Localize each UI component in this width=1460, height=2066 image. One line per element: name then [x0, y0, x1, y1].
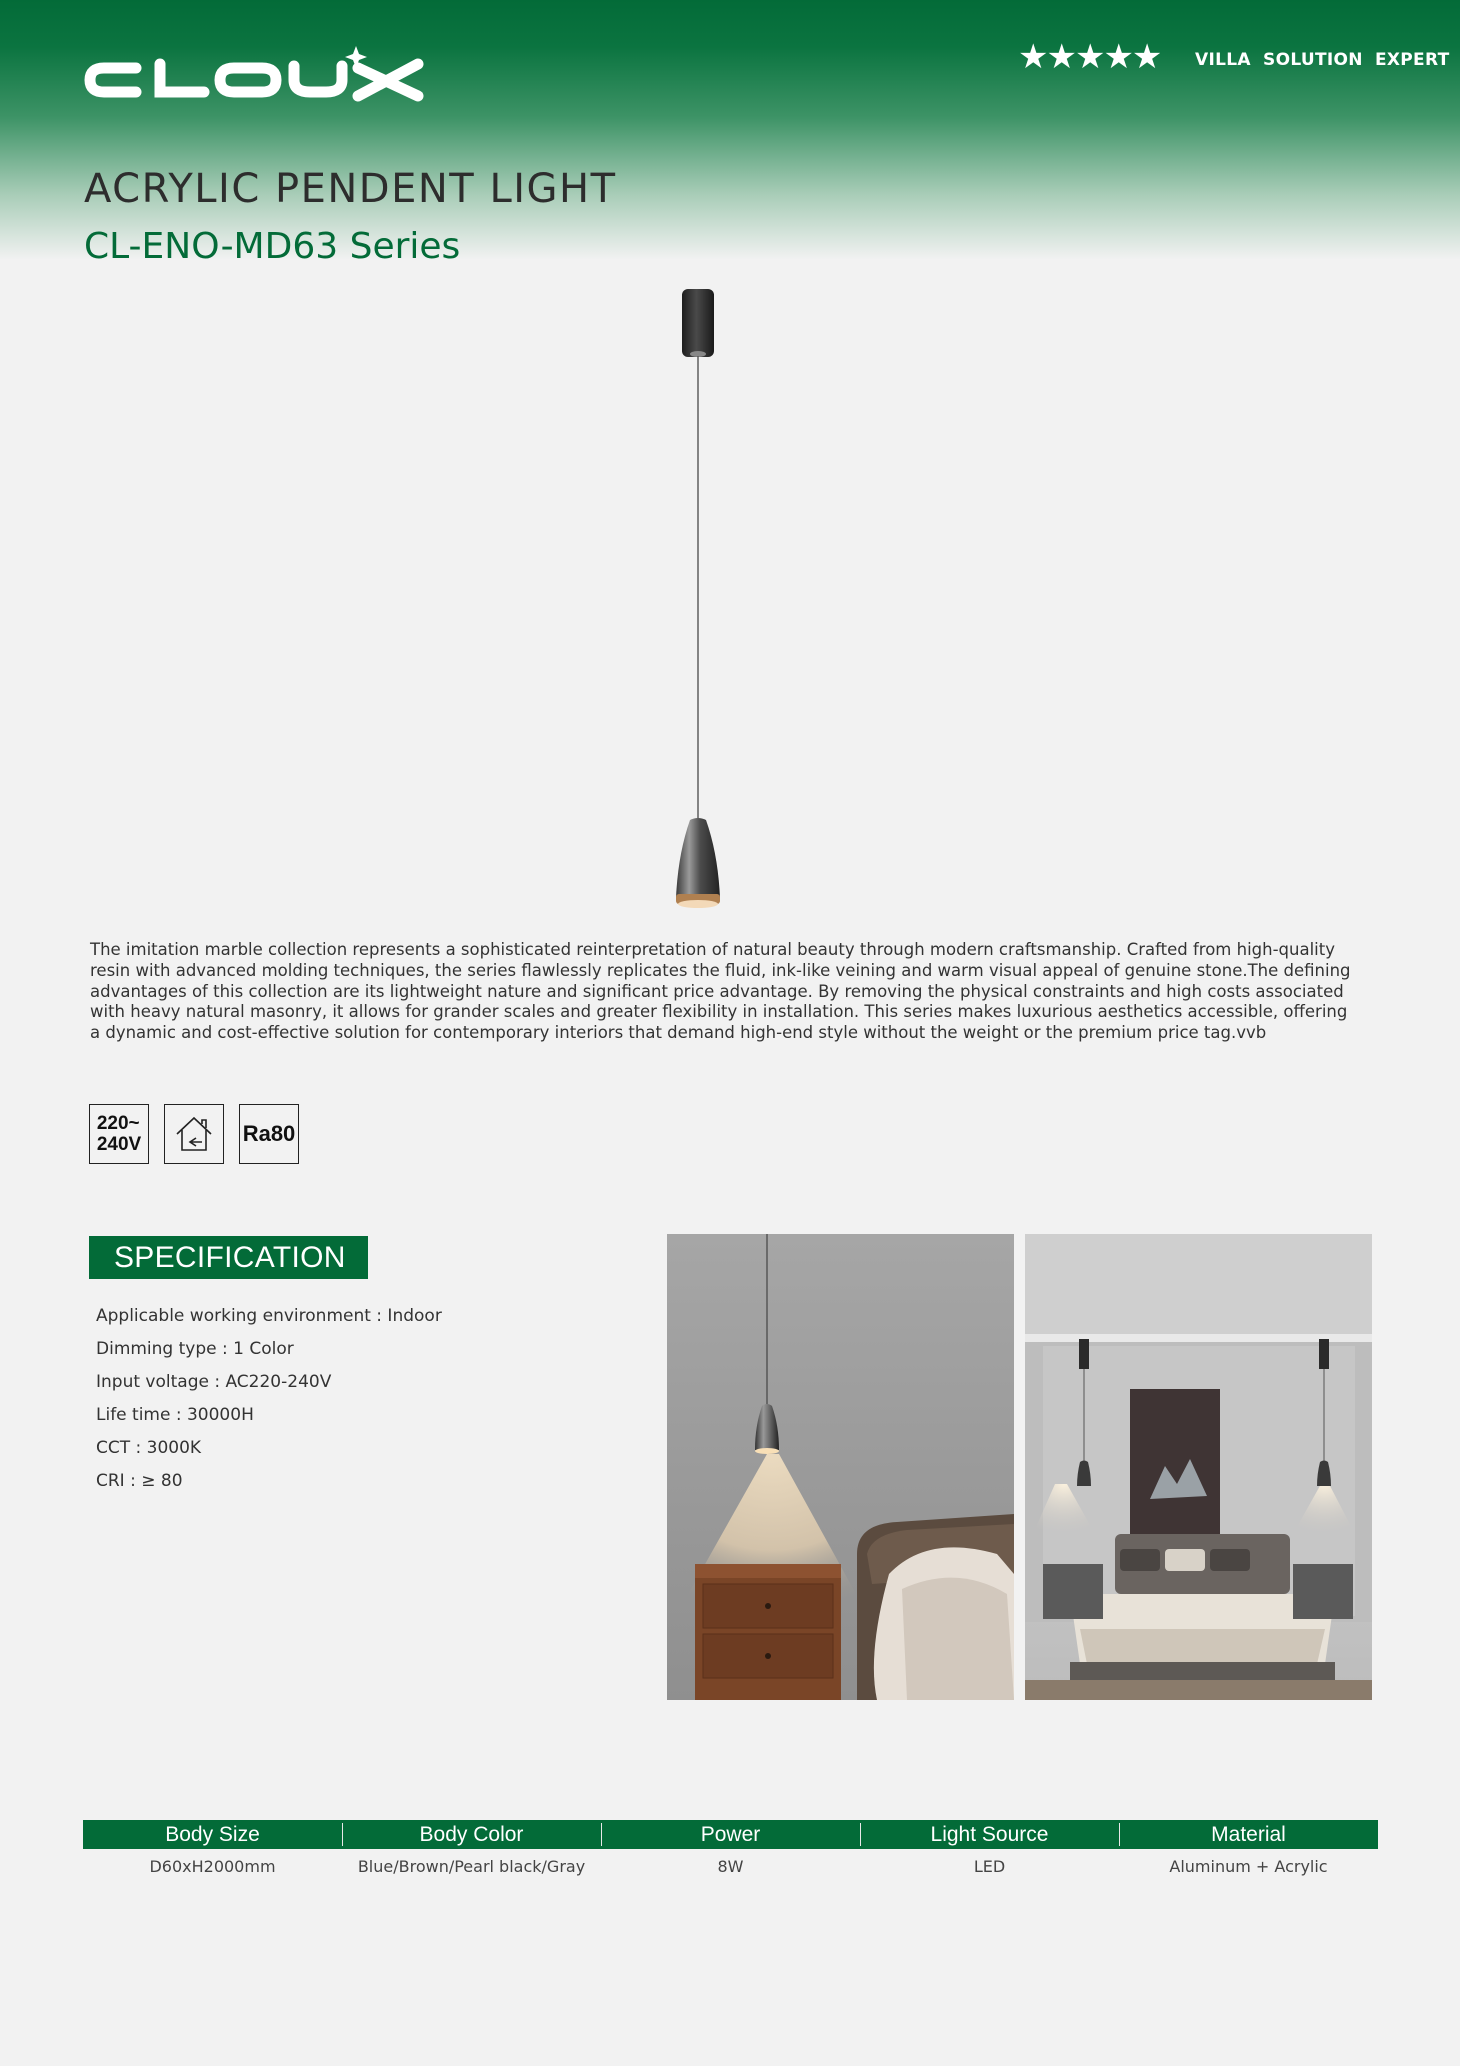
specification-heading: SPECIFICATION	[89, 1236, 368, 1279]
spec-item: Life time : 30000H	[96, 1405, 254, 1425]
header-body-color: Body Color	[342, 1820, 601, 1849]
cri-badge	[239, 1104, 299, 1164]
cell-power: 8W	[717, 1857, 744, 1876]
spec-table	[83, 1820, 1378, 1885]
cri-label: Ra80	[242, 1121, 296, 1146]
cell-body-size: D60xH2000mm	[149, 1857, 276, 1876]
header-light-source: Light Source	[860, 1820, 1119, 1849]
table-row	[83, 1849, 1378, 1885]
cell-light-source: LED	[973, 1857, 1006, 1876]
product-title: ACRYLIC PENDENT LIGHT	[84, 166, 617, 212]
spec-item: Applicable working environment : Indoor	[96, 1306, 442, 1326]
spec-item: Dimming type : 1 Color	[96, 1339, 294, 1359]
header-band	[0, 0, 1460, 260]
header-material: Material	[1119, 1820, 1378, 1849]
bedroom-photo	[1025, 1234, 1372, 1700]
voltage-line-1: 220~	[96, 1113, 140, 1134]
spec-item: Input voltage : AC220-240V	[96, 1372, 332, 1392]
specification-list	[96, 1300, 442, 1498]
rating-stars: ★★★★★	[1018, 37, 1161, 77]
cell-material: Aluminum + Acrylic	[1169, 1857, 1328, 1876]
pendant-lamp-image	[660, 284, 800, 924]
voltage-line-2: 240V	[96, 1134, 142, 1155]
spec-item: CCT : 3000K	[96, 1438, 202, 1458]
series-title: CL-ENO-MD63 Series	[84, 226, 461, 267]
cloux-logo	[84, 40, 436, 102]
spec-table-header	[83, 1820, 1378, 1849]
bedside-photo	[667, 1234, 1014, 1700]
brand-tagline: VILLA SOLUTION EXPERT	[1195, 50, 1450, 70]
header-body-size: Body Size	[165, 1823, 260, 1846]
spec-item: CRI : ≥ 80	[96, 1471, 183, 1491]
header-power: Power	[601, 1820, 860, 1849]
indoor-house-icon	[164, 1104, 224, 1164]
cell-body-color: Blue/Brown/Pearl black/Gray	[357, 1857, 586, 1876]
voltage-badge	[89, 1104, 149, 1164]
product-description: The imitation marble collection represents a sophisticated reinterpretation of natural beauty through modern craftsmanship. Crafted from high-quality resin with advanced molding techniques, the series flawlessly replicates the fluid, ink-like veining and warm visual appeal of genuine stone.The defining advantages of this collection are its lightweight nature and significant price advantage. By removing the physical constraints and high costs associated with heavy natural masonry, it allows for grander scales and greater flexibility in installation. This series makes luxurious aesthetics accessible, offering a dynamic and cost-effective solution for contemporary interiors that demand high-end style without the weight or the premium price tag.vvb	[90, 940, 1351, 1043]
